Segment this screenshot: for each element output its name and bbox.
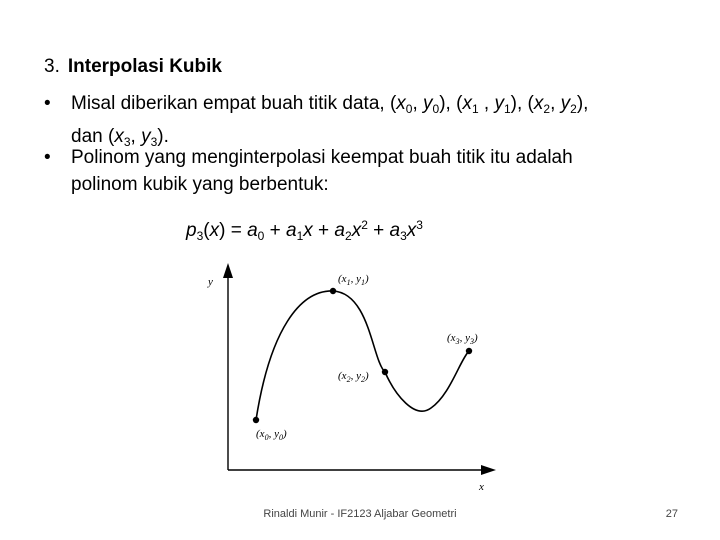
- cubic-formula: $p_3(x) = a_0 + a_1x + a_2x^2 + a_3x^3$: [186, 218, 423, 243]
- data-point-3: [466, 348, 472, 354]
- heading-title: Interpolasi Kubik: [67, 56, 222, 77]
- bullet-line-2: polinom kubik yang berbentuk:: [71, 174, 329, 195]
- bullet-text: Misal diberikan empat buah titik data, ($x_0$, $y_0$), ($x_1$ , $y_1$), ($x_2$, $y_2$), dan ($x_3$, $y_3$).: [71, 93, 589, 149]
- footer-text: Rinaldi Munir - IF2123 Aljabar Geometri: [263, 508, 457, 520]
- bullet-intro: Misal diberikan empat buah titik data,: [71, 93, 385, 114]
- bullet-continuation: dan: [71, 126, 103, 147]
- point-label-2: ($x_2$, $y_2$): [338, 370, 369, 384]
- cubic-curve: [256, 291, 469, 420]
- y-axis-arrow-icon: [223, 263, 233, 278]
- page-number: 27: [665, 508, 678, 520]
- data-point-0: [253, 417, 259, 423]
- point-label-3: ($x_3$, $y_3$): [447, 332, 478, 346]
- heading-number: 3.: [44, 56, 60, 77]
- point-label-0: ($x_0$, $y_0$): [256, 428, 287, 442]
- data-point-2: [382, 369, 388, 375]
- x-axis-arrow-icon: [481, 465, 496, 475]
- data-point-1: [330, 288, 336, 294]
- x-axis-label: x: [479, 481, 484, 493]
- bullet-dot-icon: •: [44, 147, 51, 168]
- bullet-line-1: Polinom yang menginterpolasi keempat buah titik itu adalah: [71, 147, 573, 168]
- point-label-1: ($x_1$, $y_1$): [338, 273, 369, 287]
- bullet-dot-icon: •: [44, 93, 51, 114]
- y-axis-label: y: [208, 276, 213, 288]
